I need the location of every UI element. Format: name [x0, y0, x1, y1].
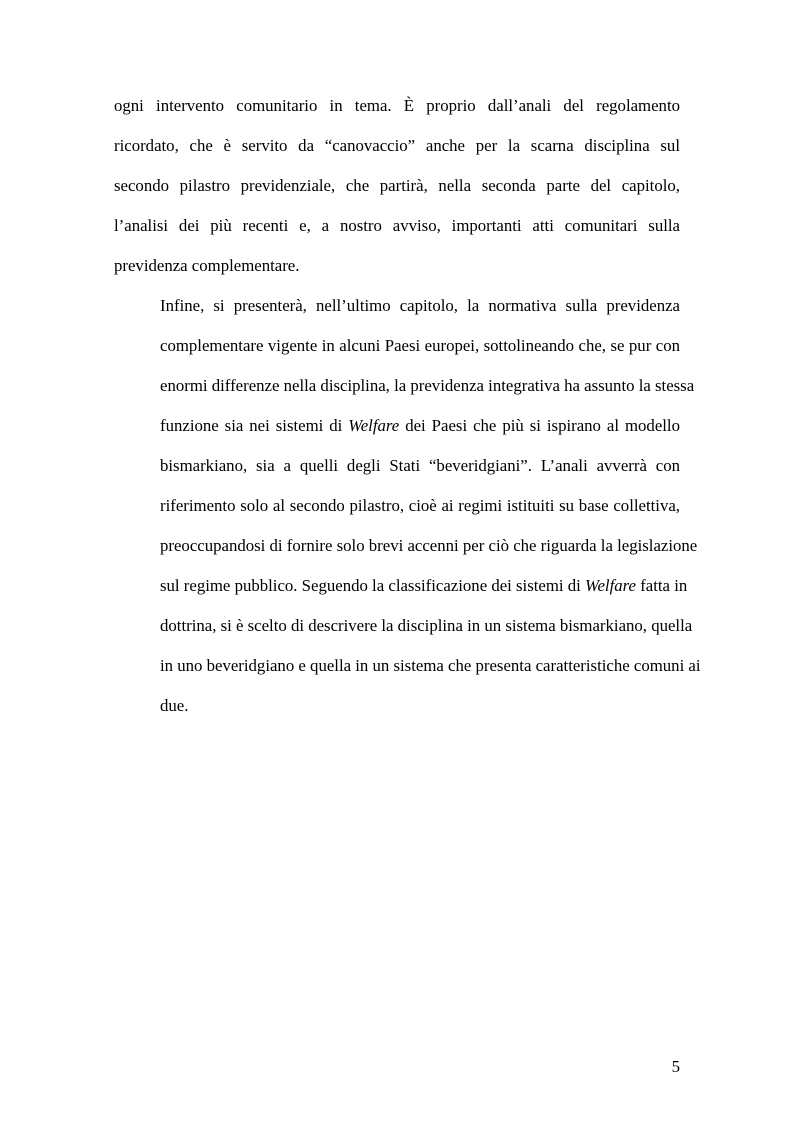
text-line: bismarkiano, sia a quelli degli Stati “beveridgiani”. L’anali avverrà con [160, 456, 680, 475]
text-line: preoccupandosi di fornire solo brevi accenni per ciò che riguarda la legislazione [160, 536, 698, 555]
text-line: due. [160, 696, 189, 715]
paragraph-2 [114, 286, 701, 726]
text-line: funzione sia nei sistemi di Welfare dei Paesi che più si ispirano al modello [160, 416, 680, 435]
page-number: 5 [671, 1057, 680, 1076]
text-line: complementare vigente in alcuni Paesi europei, sottolineando che, se pur con [160, 336, 680, 355]
text-line: Infine, si presenterà, nell’ultimo capitolo, la normativa sulla previdenza [160, 296, 680, 315]
text-line: l’analisi dei più recenti e, a nostro avviso, importanti atti comunitari sulla [114, 216, 680, 235]
text-line: in uno beveridgiano e quella in un sistema che presenta caratteristiche comuni ai [160, 656, 701, 675]
page-body [114, 86, 701, 726]
text-line: riferimento solo al secondo pilastro, cioè ai regimi istituiti su base collettiva, [160, 496, 680, 515]
text-line: ricordato, che è servito da “canovaccio” anche per la scarna disciplina sul [114, 136, 680, 155]
text-line: ogni intervento comunitario in tema. È proprio dall’anali del regolamento [114, 96, 680, 115]
text-line: dottrina, si è scelto di descrivere la disciplina in un sistema bismarkiano, quella [160, 616, 693, 635]
text-line: previdenza complementare. [114, 256, 300, 275]
text-line: secondo pilastro previdenziale, che partirà, nella seconda parte del capitolo, [114, 176, 680, 195]
italic-term: Welfare [585, 576, 636, 595]
text-line: sul regime pubblico. Seguendo la classificazione dei sistemi di Welfare fatta in [160, 576, 688, 595]
italic-term: Welfare [348, 416, 400, 435]
text-line: enormi differenze nella disciplina, la previdenza integrativa ha assunto la stessa [160, 376, 695, 395]
paragraph-1 [114, 86, 680, 286]
